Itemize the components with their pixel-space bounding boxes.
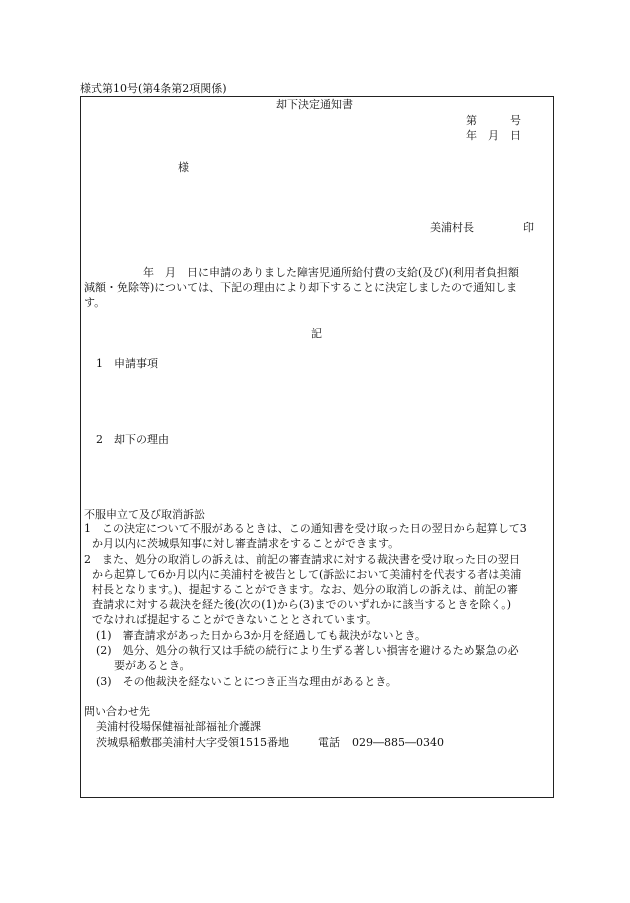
- contact-address: 茨城県稲敷郡美浦村大字受領1515番地: [96, 736, 289, 749]
- contact-phone-label: 電話: [318, 736, 340, 749]
- appeal-2-line-2: から起算して6か月以内に美浦村を被告として(訴訟において美浦村を代表する者は美浦: [92, 568, 522, 581]
- issuer-name: 美浦村長: [430, 221, 474, 234]
- item-rejection-reason: 2 却下の理由: [96, 433, 169, 446]
- body-text-line-2: 減額・免除等)については、下記の理由により却下することに決定しましたので通知しま: [84, 281, 518, 294]
- contact-phone-number: 029―885―0340: [352, 736, 444, 749]
- body-text-line-1: 年 月 日に申請のありました障害児通所給付費の支給(及び)(利用者負担額: [143, 266, 519, 279]
- appeal-sub-2-line-2: 要があるとき。: [114, 659, 191, 672]
- ki-heading: 記: [311, 327, 322, 340]
- appeal-sub-3: (3) その他裁決を経ないことにつき正当な理由があるとき。: [96, 675, 397, 688]
- addressee-suffix: 様: [178, 161, 189, 174]
- document-title: 却下決定通知書: [276, 98, 353, 111]
- appeal-sub-2-line-1: (2) 処分、処分の執行又は手続の続行により生ずる著しい損害を避けるため緊急の必: [96, 644, 519, 657]
- appeal-2-line-3: 村長となります。)、提起することができます。なお、処分の取消しの訴えは、前記の審: [92, 583, 519, 596]
- contact-department: 美浦村役場保健福祉部福祉介護課: [96, 720, 261, 733]
- form-number-label: 様式第10号(第4条第2項関係): [80, 82, 227, 95]
- appeal-2-line-5: でなければ提起することができないこととされています。: [92, 613, 378, 626]
- appeal-sub-1: (1) 審査請求があった日から3か月を経過しても裁決がないとき。: [96, 629, 427, 642]
- appeal-1-line-1: 1 この決定について不服があるときは、この通知書を受け取った日の翌日から起算して3: [84, 522, 527, 535]
- notice-form-frame: [80, 96, 554, 798]
- contact-heading: 問い合わせ先: [84, 705, 150, 718]
- appeal-1-line-2: か月以内に茨城県知事に対し審査請求をすることができます。: [92, 537, 400, 550]
- appeal-heading: 不服申立て及び取消訴訟: [84, 508, 205, 521]
- item-application-matter: 1 申請事項: [96, 357, 158, 370]
- document-number-line: 第 号: [466, 114, 521, 127]
- appeal-2-line-4: 査請求に対する裁決を経た後(次の(1)から(3)までのいずれかに該当するときを除く。): [92, 598, 512, 611]
- appeal-2-line-1: 2 また、処分の取消しの訴えは、前記の審査請求に対する裁決書を受け取った日の翌日: [84, 553, 520, 566]
- document-date-line: 年 月 日: [466, 129, 521, 142]
- body-text-line-3: す。: [84, 296, 106, 309]
- seal-mark: 印: [523, 221, 534, 234]
